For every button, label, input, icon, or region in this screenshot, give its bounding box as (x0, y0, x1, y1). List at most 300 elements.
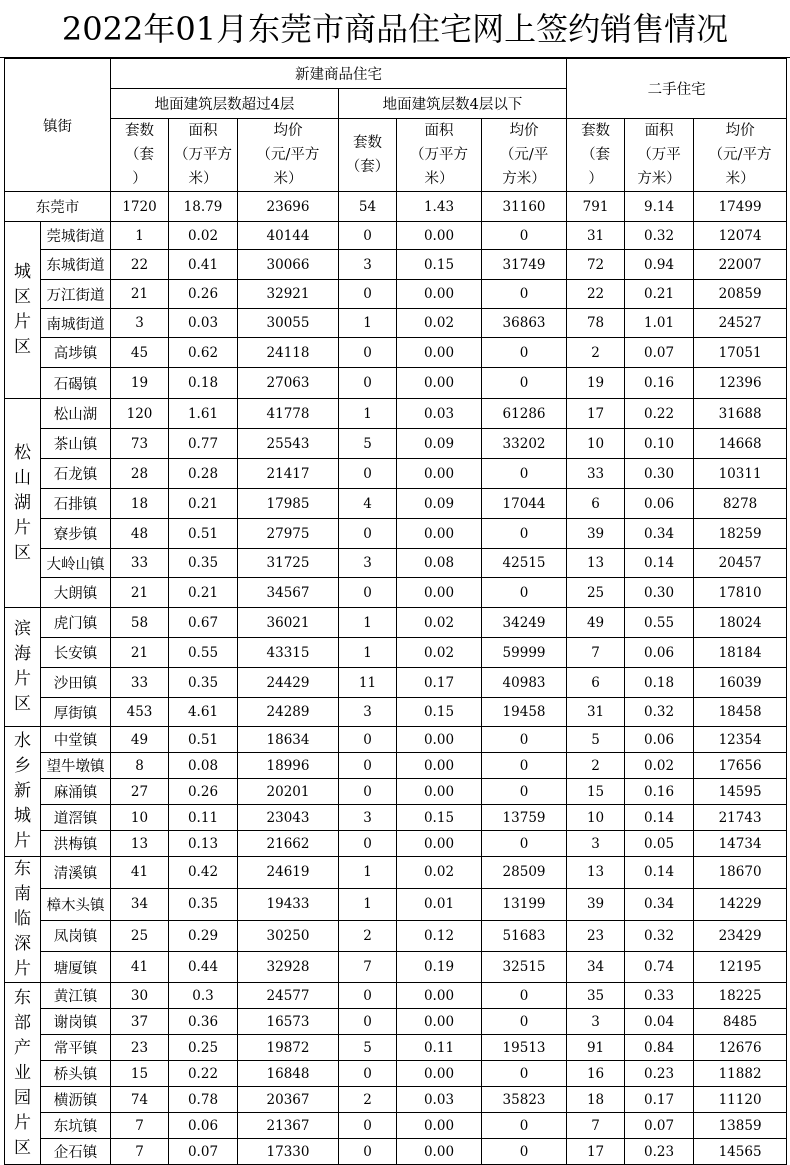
cell-value: 0.05 (625, 831, 694, 857)
cell-value: 0.34 (625, 519, 694, 549)
cell-value: 41778 (238, 399, 339, 429)
cell-value: 22 (567, 280, 625, 309)
cell-value: 39 (567, 519, 625, 549)
town-name: 道滘镇 (41, 805, 111, 831)
cell-value: 5 (567, 727, 625, 753)
cell-value: 0.15 (397, 805, 482, 831)
cell-value: 14668 (694, 429, 787, 459)
subheader-line: 米） (424, 171, 454, 187)
subheader-line: 均价 (725, 123, 755, 139)
cell-value: 0.00 (397, 222, 482, 250)
cell-value: 49 (111, 727, 169, 753)
zone-label: 水乡新城片 (5, 727, 41, 857)
cell-value: 35823 (482, 1087, 567, 1113)
cell-value: 11120 (694, 1087, 787, 1113)
cell-value: 0.00 (397, 519, 482, 549)
cell-value: 0.21 (625, 280, 694, 309)
cell-value: 9.14 (625, 192, 694, 222)
cell-value: 30055 (238, 309, 339, 338)
cell-value: 27975 (238, 519, 339, 549)
city-name: 东莞市 (5, 192, 111, 222)
table-row (5, 1035, 787, 1061)
cell-value: 0 (339, 280, 397, 309)
subheader-line: （元/平方 (256, 147, 320, 163)
table-row (5, 727, 787, 753)
subheader-line: 面积 (424, 123, 454, 139)
cell-value: 0 (482, 519, 567, 549)
header-below-4-floors: 地面建筑层数4层以下 (339, 89, 567, 119)
cell-value: 74 (111, 1087, 169, 1113)
cell-value: 0.23 (625, 1061, 694, 1087)
cell-value: 19433 (238, 888, 339, 920)
table-row (5, 519, 787, 549)
cell-value: 0 (339, 368, 397, 399)
table-row (5, 250, 787, 280)
cell-value: 0.04 (625, 1009, 694, 1035)
cell-value: 5 (339, 429, 397, 459)
cell-value: 14734 (694, 831, 787, 857)
cell-value: 31 (567, 222, 625, 250)
cell-value: 3 (111, 309, 169, 338)
cell-value: 0.29 (169, 920, 238, 952)
table-row (5, 983, 787, 1009)
cell-value: 0.07 (625, 1113, 694, 1139)
cell-value: 0.08 (397, 549, 482, 578)
table-row (5, 309, 787, 338)
cell-value: 43315 (238, 638, 339, 668)
cell-value: 0.26 (169, 280, 238, 309)
cell-value: 0.32 (625, 222, 694, 250)
town-name: 塘厦镇 (41, 952, 111, 983)
subheader-sets-a (111, 119, 169, 192)
subheader-line: 方米） (502, 171, 546, 187)
cell-value: 31 (567, 698, 625, 727)
cell-value: 0.02 (169, 222, 238, 250)
cell-value: 33 (567, 459, 625, 489)
table-row (5, 222, 787, 250)
subheader-line: 米） (725, 171, 755, 187)
town-name: 常平镇 (41, 1035, 111, 1061)
subheader-line: （套 (125, 147, 154, 163)
cell-value: 0.06 (625, 727, 694, 753)
table-row (5, 608, 787, 638)
subheader-line: （元/平方 (708, 147, 772, 163)
cell-value: 2 (567, 753, 625, 779)
cell-value: 13859 (694, 1113, 787, 1139)
cell-value: 0.02 (397, 638, 482, 668)
cell-value: 7 (111, 1139, 169, 1165)
cell-value: 33 (111, 549, 169, 578)
cell-value: 0 (482, 1139, 567, 1165)
cell-value: 59999 (482, 638, 567, 668)
cell-value: 0.11 (397, 1035, 482, 1061)
cell-value: 8485 (694, 1009, 787, 1035)
cell-value: 1 (339, 857, 397, 889)
cell-value: 0.03 (397, 399, 482, 429)
cell-value: 34 (567, 952, 625, 983)
town-name: 东城街道 (41, 250, 111, 280)
town-name: 松山湖 (41, 399, 111, 429)
subheader-area-b (397, 119, 482, 192)
cell-value: 20859 (694, 280, 787, 309)
cell-value: 0 (482, 368, 567, 399)
town-name: 大岭山镇 (41, 549, 111, 578)
cell-value: 3 (339, 698, 397, 727)
cell-value: 0 (339, 222, 397, 250)
header-above-4-floors: 地面建筑层数超过4层 (111, 89, 339, 119)
cell-value: 0 (482, 831, 567, 857)
cell-value: 27 (111, 779, 169, 805)
cell-value: 0.35 (169, 668, 238, 698)
town-name: 凤岗镇 (41, 920, 111, 952)
cell-value: 13199 (482, 888, 567, 920)
table-row (5, 459, 787, 489)
cell-value: 0.22 (625, 399, 694, 429)
cell-value: 0.08 (169, 753, 238, 779)
table-row (5, 952, 787, 983)
cell-value: 36021 (238, 608, 339, 638)
cell-value: 31160 (482, 192, 567, 222)
cell-value: 7 (339, 952, 397, 983)
table-row (5, 192, 787, 222)
cell-value: 30 (111, 983, 169, 1009)
cell-value: 0.15 (397, 698, 482, 727)
cell-value: 23043 (238, 805, 339, 831)
cell-value: 16573 (238, 1009, 339, 1035)
cell-value: 42515 (482, 549, 567, 578)
cell-value: 0.00 (397, 779, 482, 805)
subheader-line: 均价 (273, 123, 303, 139)
cell-value: 33 (111, 668, 169, 698)
cell-value: 0.41 (169, 250, 238, 280)
town-name: 望牛墩镇 (41, 753, 111, 779)
cell-value: 39 (567, 888, 625, 920)
cell-value: 0 (482, 459, 567, 489)
cell-value: 13 (111, 831, 169, 857)
cell-value: 0.02 (397, 857, 482, 889)
cell-value: 0.17 (397, 668, 482, 698)
cell-value: 0.18 (169, 368, 238, 399)
subheader-line: （万平方 (174, 147, 232, 163)
page-title: 2022年01月东莞市商品住宅网上签约销售情况 (0, 0, 790, 58)
cell-value: 28509 (482, 857, 567, 889)
cell-value: 16039 (694, 668, 787, 698)
cell-value: 0.23 (625, 1139, 694, 1165)
cell-value: 41 (111, 952, 169, 983)
cell-value: 54 (339, 192, 397, 222)
subheader-line: 均价 (509, 123, 539, 139)
cell-value: 0 (339, 727, 397, 753)
cell-value: 41 (111, 857, 169, 889)
cell-value: 17810 (694, 578, 787, 608)
table-row (5, 805, 787, 831)
cell-value: 0.62 (169, 338, 238, 368)
cell-value: 0.44 (169, 952, 238, 983)
table-row (5, 280, 787, 309)
cell-value: 40144 (238, 222, 339, 250)
table-row (5, 831, 787, 857)
cell-value: 18024 (694, 608, 787, 638)
cell-value: 0.10 (625, 429, 694, 459)
cell-value: 0.3 (169, 983, 238, 1009)
cell-value: 18184 (694, 638, 787, 668)
cell-value: 20367 (238, 1087, 339, 1113)
cell-value: 0 (482, 578, 567, 608)
cell-value: 21 (111, 578, 169, 608)
cell-value: 18 (111, 489, 169, 519)
cell-value: 18225 (694, 983, 787, 1009)
cell-value: 18670 (694, 857, 787, 889)
town-name: 厚街镇 (41, 698, 111, 727)
cell-value: 0.03 (397, 1087, 482, 1113)
cell-value: 34 (111, 888, 169, 920)
header-town: 镇街 (5, 59, 111, 192)
table-row (5, 429, 787, 459)
cell-value: 11882 (694, 1061, 787, 1087)
cell-value: 19 (111, 368, 169, 399)
cell-value: 0 (339, 338, 397, 368)
cell-value: 0 (339, 1009, 397, 1035)
cell-value: 0.17 (625, 1087, 694, 1113)
cell-value: 0 (339, 1061, 397, 1087)
cell-value: 7 (111, 1113, 169, 1139)
cell-value: 0.67 (169, 608, 238, 638)
cell-value: 78 (567, 309, 625, 338)
cell-value: 30066 (238, 250, 339, 280)
town-name: 南城街道 (41, 309, 111, 338)
cell-value: 17499 (694, 192, 787, 222)
cell-value: 0.77 (169, 429, 238, 459)
cell-value: 0.28 (169, 459, 238, 489)
cell-value: 0.14 (625, 805, 694, 831)
cell-value: 0.84 (625, 1035, 694, 1061)
town-name: 大朗镇 (41, 578, 111, 608)
cell-value: 0 (339, 578, 397, 608)
table-row (5, 753, 787, 779)
table-row (5, 857, 787, 889)
cell-value: 8278 (694, 489, 787, 519)
cell-value: 51683 (482, 920, 567, 952)
cell-value: 0.00 (397, 578, 482, 608)
cell-value: 17656 (694, 753, 787, 779)
town-name: 谢岗镇 (41, 1009, 111, 1035)
town-name: 万江街道 (41, 280, 111, 309)
cell-value: 8 (111, 753, 169, 779)
cell-value: 32515 (482, 952, 567, 983)
cell-value: 3 (339, 805, 397, 831)
cell-value: 32928 (238, 952, 339, 983)
table-row (5, 399, 787, 429)
cell-value: 0 (339, 753, 397, 779)
cell-value: 18259 (694, 519, 787, 549)
cell-value: 17 (567, 399, 625, 429)
cell-value: 12074 (694, 222, 787, 250)
cell-value: 25543 (238, 429, 339, 459)
cell-value: 24289 (238, 698, 339, 727)
cell-value: 0.01 (397, 888, 482, 920)
cell-value: 27063 (238, 368, 339, 399)
cell-value: 20457 (694, 549, 787, 578)
cell-value: 18996 (238, 753, 339, 779)
cell-value: 10 (567, 429, 625, 459)
cell-value: 0 (482, 1009, 567, 1035)
table-row (5, 338, 787, 368)
cell-value: 0.19 (397, 952, 482, 983)
cell-value: 0.33 (625, 983, 694, 1009)
cell-value: 0.74 (625, 952, 694, 983)
town-name: 东坑镇 (41, 1113, 111, 1139)
town-name: 长安镇 (41, 638, 111, 668)
cell-value: 10 (111, 805, 169, 831)
cell-value: 0.35 (169, 549, 238, 578)
cell-value: 0.34 (625, 888, 694, 920)
cell-value: 0 (339, 1113, 397, 1139)
table-row (5, 1113, 787, 1139)
cell-value: 0.06 (625, 489, 694, 519)
cell-value: 0.15 (397, 250, 482, 280)
cell-value: 21662 (238, 831, 339, 857)
cell-value: 0.00 (397, 338, 482, 368)
cell-value: 12676 (694, 1035, 787, 1061)
cell-value: 21743 (694, 805, 787, 831)
cell-value: 19 (567, 368, 625, 399)
subheader-line: 方米） (637, 171, 681, 187)
cell-value: 0 (482, 1061, 567, 1087)
cell-value: 3 (567, 831, 625, 857)
table-row (5, 368, 787, 399)
cell-value: 61286 (482, 399, 567, 429)
cell-value: 0 (482, 338, 567, 368)
cell-value: 0 (339, 519, 397, 549)
subheader-sets-b (339, 119, 397, 192)
cell-value: 0.00 (397, 727, 482, 753)
subheader-line: 套数 (353, 135, 382, 151)
cell-value: 0.55 (625, 608, 694, 638)
cell-value: 24577 (238, 983, 339, 1009)
zone-label: 东南临深片 (5, 857, 41, 983)
cell-value: 16 (567, 1061, 625, 1087)
cell-value: 0.03 (169, 309, 238, 338)
cell-value: 0.14 (625, 549, 694, 578)
cell-value: 0.21 (169, 489, 238, 519)
cell-value: 2 (339, 1087, 397, 1113)
cell-value: 11 (339, 668, 397, 698)
cell-value: 25 (111, 920, 169, 952)
cell-value: 31749 (482, 250, 567, 280)
cell-value: 58 (111, 608, 169, 638)
cell-value: 1720 (111, 192, 169, 222)
cell-value: 0.09 (397, 429, 482, 459)
town-name: 石排镇 (41, 489, 111, 519)
sales-table (4, 58, 787, 1165)
table-row (5, 888, 787, 920)
town-name: 虎门镇 (41, 608, 111, 638)
cell-value: 0.55 (169, 638, 238, 668)
cell-value: 23429 (694, 920, 787, 952)
subheader-price-c (694, 119, 787, 192)
town-name: 寮步镇 (41, 519, 111, 549)
cell-value: 0.22 (169, 1061, 238, 1087)
cell-value: 13 (567, 857, 625, 889)
cell-value: 24527 (694, 309, 787, 338)
cell-value: 1 (111, 222, 169, 250)
cell-value: 17330 (238, 1139, 339, 1165)
cell-value: 5 (339, 1035, 397, 1061)
table-row (5, 920, 787, 952)
cell-value: 1 (339, 888, 397, 920)
town-name: 清溪镇 (41, 857, 111, 889)
cell-value: 0 (482, 280, 567, 309)
cell-value: 0.00 (397, 753, 482, 779)
subheader-line: ） (132, 171, 147, 187)
cell-value: 0.94 (625, 250, 694, 280)
cell-value: 0.32 (625, 920, 694, 952)
cell-value: 2 (567, 338, 625, 368)
cell-value: 0.02 (625, 753, 694, 779)
cell-value: 0.78 (169, 1087, 238, 1113)
cell-value: 4 (339, 489, 397, 519)
cell-value: 17051 (694, 338, 787, 368)
subheader-line: （万平方 (410, 147, 468, 163)
town-name: 石龙镇 (41, 459, 111, 489)
cell-value: 0.18 (625, 668, 694, 698)
cell-value: 120 (111, 399, 169, 429)
cell-value: 19513 (482, 1035, 567, 1061)
cell-value: 7 (567, 638, 625, 668)
cell-value: 22007 (694, 250, 787, 280)
cell-value: 30250 (238, 920, 339, 952)
subheader-sets-c (567, 119, 625, 192)
cell-value: 12354 (694, 727, 787, 753)
cell-value: 6 (567, 668, 625, 698)
cell-value: 0.16 (625, 779, 694, 805)
subheader-line: （套） (345, 159, 390, 175)
cell-value: 17 (567, 1139, 625, 1165)
cell-value: 0.51 (169, 519, 238, 549)
cell-value: 3 (567, 1009, 625, 1035)
cell-value: 0 (339, 1139, 397, 1165)
cell-value: 21417 (238, 459, 339, 489)
cell-value: 72 (567, 250, 625, 280)
cell-value: 48 (111, 519, 169, 549)
cell-value: 49 (567, 608, 625, 638)
cell-value: 0.02 (397, 309, 482, 338)
cell-value: 1.43 (397, 192, 482, 222)
cell-value: 1.01 (625, 309, 694, 338)
town-name: 石碣镇 (41, 368, 111, 399)
subheader-line: 米） (273, 171, 303, 187)
cell-value: 4.61 (169, 698, 238, 727)
zone-label: 东部产业园片区 (5, 983, 41, 1165)
town-name: 莞城街道 (41, 222, 111, 250)
cell-value: 7 (567, 1113, 625, 1139)
cell-value: 20201 (238, 779, 339, 805)
cell-value: 37 (111, 1009, 169, 1035)
cell-value: 24429 (238, 668, 339, 698)
cell-value: 0.09 (397, 489, 482, 519)
cell-value: 33202 (482, 429, 567, 459)
cell-value: 0.00 (397, 983, 482, 1009)
cell-value: 15 (111, 1061, 169, 1087)
zone-label: 城区片区 (5, 222, 41, 399)
cell-value: 6 (567, 489, 625, 519)
cell-value: 0 (482, 753, 567, 779)
cell-value: 16848 (238, 1061, 339, 1087)
zone-label: 松山湖片区 (5, 399, 41, 608)
cell-value: 1 (339, 638, 397, 668)
cell-value: 12396 (694, 368, 787, 399)
subheader-line: （万平 (637, 147, 681, 163)
